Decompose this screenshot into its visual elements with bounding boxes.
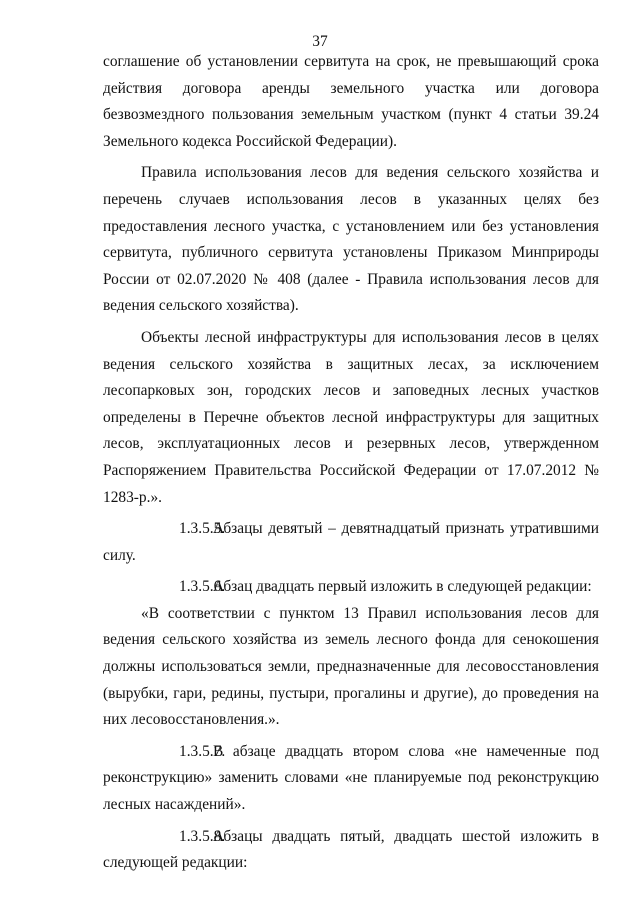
paragraph-item-1-3-5-5	[103, 516, 599, 569]
item-text: Абзац двадцать первый изложить в следующей редакции:	[213, 578, 592, 596]
paragraph-item-1-3-5-7	[103, 739, 599, 819]
paragraph-quoted-haymaking: «В соответствии с пунктом 13 Правил использования лесов для ведения сельского хозяйства из земель лесного фонда для сенокошения должны использоваться земли, предназначенные для лесовосстановления (вырубки, гари, редины, пустыри, прогалины и другие), до проведения на них лесовосстановления.».	[103, 604, 599, 729]
item-text: В абзаце двадцать втором слова «не намеченные под реконструкцию» заменить словами «не планируемые под реконструкцию лесных насаждений».	[103, 742, 599, 814]
paragraph-item-1-3-5-6	[103, 574, 599, 601]
paragraph-forest-use-rules: Правила использования лесов для ведения сельского хозяйства и перечень случаев использования лесов в указанных целях без предоставления лесного участка, с установлением или без установления сервитута, публичного сервитута установлены Приказом Минприроды России от 02.07.2020 № 408 (далее - Правила использования лесов для ведения сельского хозяйства).	[103, 164, 599, 315]
item-text: Абзацы двадцать пятый, двадцать шестой изложить в следующей редакции:	[103, 827, 599, 872]
page-number: 37	[312, 33, 328, 50]
item-text: Абзацы девятый – девятнадцатый признать утратившими силу.	[103, 520, 599, 564]
paragraph-continuation: соглашение об установлении сервитута на срок, не превышающий срока действия договора аренды земельного участка или договора безвозмездного пользования земельным участком (пункт 4 статьи 39.24 Земельного кодекса Российской Федерации).	[103, 53, 599, 150]
item-number: 1.3.5.6.	[179, 578, 226, 596]
item-number: 1.3.5.7.	[179, 742, 226, 760]
document-body	[103, 49, 599, 877]
item-number: 1.3.5.8.	[179, 827, 226, 845]
paragraph-item-1-3-5-8	[103, 824, 599, 877]
item-number: 1.3.5.5.	[179, 520, 226, 538]
paragraph-forest-infrastructure: Объекты лесной инфраструктуры для использования лесов в целях ведения сельского хозяйства в защитных лесах, за исключением лесопарковых зон, городских лесов и заповедных лесных участков определены в Перечне объектов лесной инфраструктуры для защитных лесов, эксплуатационных лесов и резервных лесов, утвержденном Распоряжением Правительства Российской Федерации от 17.07.2012 № 1283-р.».	[103, 328, 599, 506]
